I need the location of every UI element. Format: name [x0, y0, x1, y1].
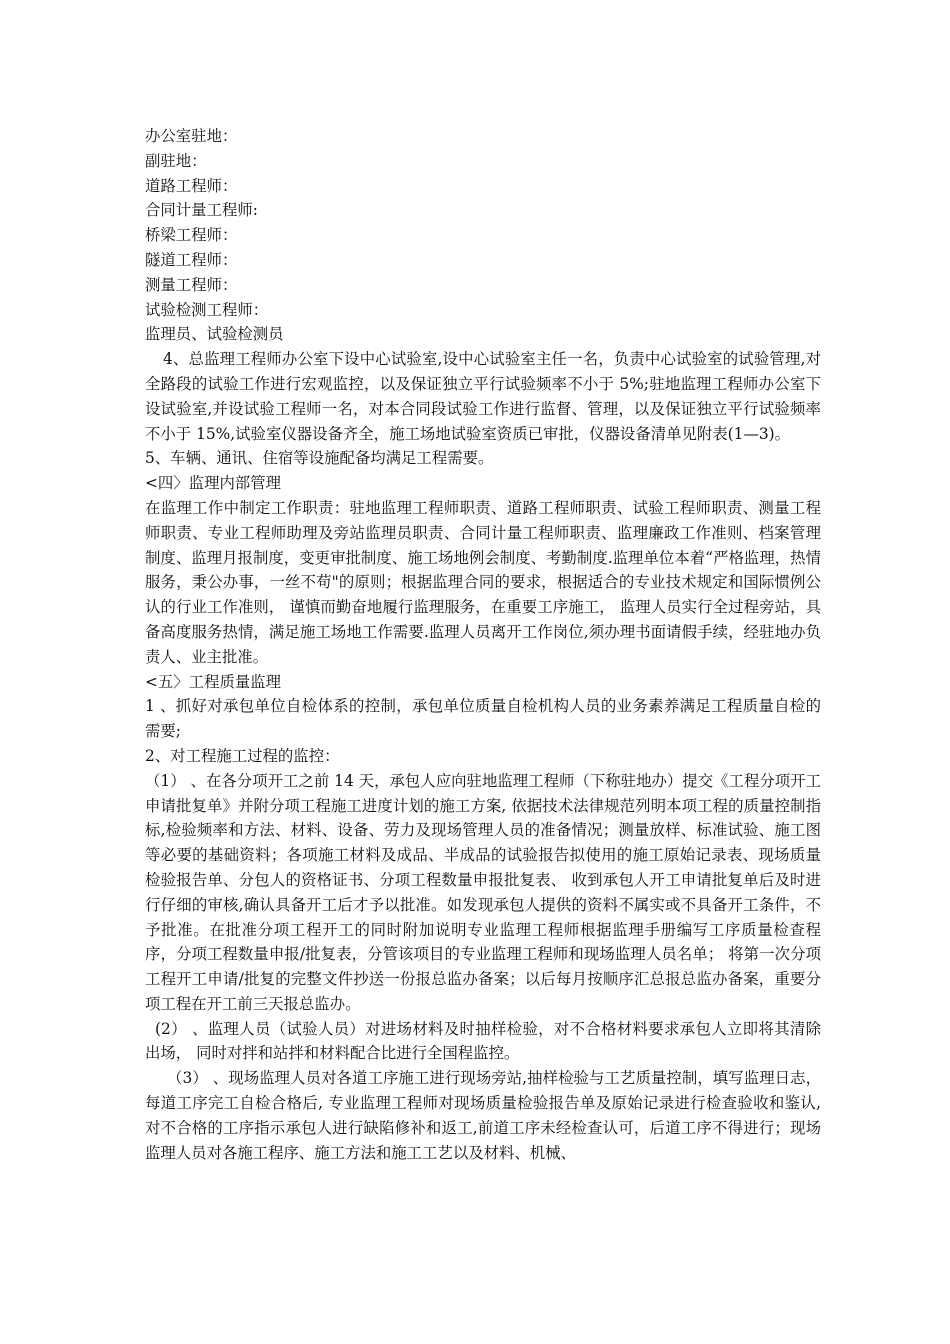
road-engineer-line: 道路工程师： [145, 176, 238, 195]
quality-item-2-2: (2） 、监理人员（试验人员）对进场材料及时抽样检验，对不合格材料要求承包人立即将其清除出场， 同时对拌和站拌和材料配合比进行全国程监控。 [145, 1019, 821, 1063]
tunnel-engineer-line: 隧道工程师： [145, 250, 238, 269]
inspectors-line: 监理员、试验检测员 [145, 325, 284, 344]
survey-engineer-line: 测量工程师： [145, 275, 238, 294]
document-page [145, 124, 826, 1165]
section-4-body: 在监理工作中制定工作职责：驻地监理工程师职责、道路工程师职责、试验工程师职责、测量工程师职责、专业工程师助理及旁站监理员职责、合同计量工程师职责、监理廉政工作准则、档案管理制度、监理月报制度，变更审批制度、施工场地例会制度、考勤制度.监理单位本着“严格监理，热情服务，秉公办事，一丝不苟"的原则；根据监理合同的要求，根据适合的专业技术规定和国际惯例公认的行业工作准则， 谨慎而勤奋地履行监理服务，在重要工序施工， 监理人员实行全过程旁站，具备高度服务热情，满足施工场地工作需要.监理人员离开工作岗位,须办理书面请假手续，经驻地办负责人、业主批准。 [145, 498, 821, 666]
section-4-heading: <四〉监理内部管理 [145, 474, 282, 493]
contract-measure-engineer-line: 合同计量工程师: [145, 201, 258, 220]
quality-item-1: 1 、抓好对承包单位自检体系的控制，承包单位质量自检机构人员的业务素养满足工程质量自检的需要; [145, 697, 821, 741]
office-station-line: 办公室驻地： [145, 127, 238, 145]
quality-item-2-1: （1） 、在各分项开工之前 14 天，承包人应向驻地监理工程师（下称驻地办）提交《工程分项开工申请批复单》并附分项工程施工进度计划的施工方案, 依据技术法律规范列明本项工程的质量控制指标,检验频率和方法、材料、设备、劳力及现场管理人员的准备情况；测量放样、标准试验、施工图等必要的基础资料；各项施工材料及成品、半成品的试验报告拟使用的施工原始记录表、现场质量检验报告单、分包人的资格证书、分项工程数量申报批复表、 收到承包人开工申请批复单后及时进行仔细的审核,确认具备开工后才予以批准。如发现承包人提供的资料不属实或不具备开工条件，不予批准。在批准分项工程开工的同时附加说明专业监理工程师根据监理手册编写工序质量检查程序，分项工程数量申报/批复表，分管该项目的专业监理工程师和现场监理人员名单； 将第一次分项工程开工申请/批复的完整文件抄送一份报总监办备案；以后每月按顺序汇总报总监办备案，重要分项工程在开工前三天报总监办。 [145, 771, 821, 1013]
bridge-engineer-line: 桥梁工程师： [145, 226, 238, 245]
quality-item-2: 2、对工程施工过程的监控： [145, 746, 340, 765]
test-engineer-line: 试验检测工程师： [145, 300, 269, 319]
section-5-heading: <五〉工程质量监理 [145, 672, 282, 691]
paragraph-5: 5、车辆、通讯、住宿等设施配备均满足工程需要。 [145, 449, 494, 468]
paragraph-4: 4、总监理工程师办公室下设中心试验室,设中心试验室主任一名，负责中心试验室的试验管理,对全路段的试验工作进行宏观监控，以及保证独立平行试验频率不小于 5%;驻地监理工程师办公室下设试验室,并设试验工程师一名，对本合同段试验工作进行监督、管理，以及保证独立平行试验频率不小于 15%,试验室仪器设备齐全，施工场地试验室资质已审批，仪器设备清单见附表(1—3)。 [145, 350, 821, 443]
quality-item-2-3: （3） 、现场监理人员对各道工序施工进行现场旁站,抽样检验与工艺质量控制，填写监理日志，每道工序完工自检合格后, 专业监理工程师对现场质量检验报告单及原始记录进行检查验收和鉴认, 对不合格的工序指示承包人进行缺陷修补和返工,前道工序未经检查认可，后道工序不得进行；现场监理人员对各施工程序、施工方法和施工工艺以及材料、机械、 [145, 1069, 826, 1162]
deputy-station-line: 副驻地： [145, 151, 207, 170]
